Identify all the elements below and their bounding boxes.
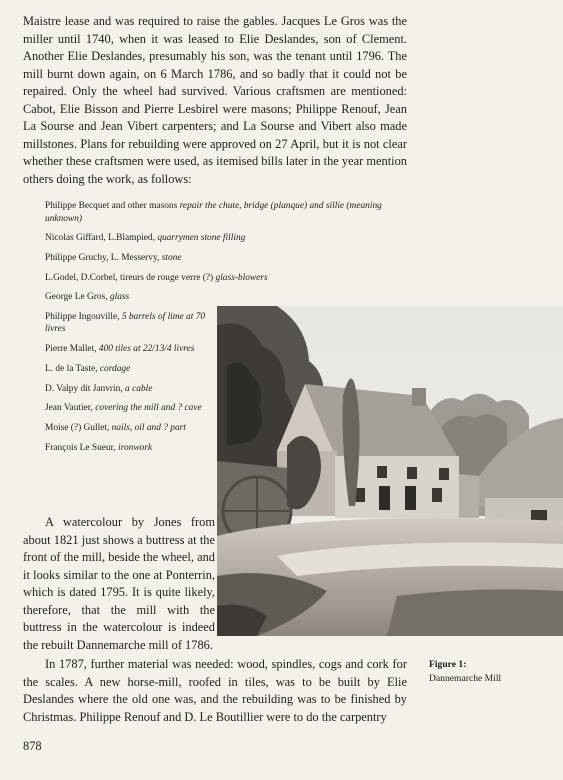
- craftsman-name: D. Valpy dit Janvrin,: [45, 383, 126, 394]
- craftsman-work: cordage: [99, 363, 131, 374]
- list-item: [45, 311, 207, 336]
- craftsman-work: glass-blowers: [215, 272, 268, 283]
- list-item: [45, 363, 207, 376]
- craftsman-name: L. de la Taste,: [45, 363, 100, 374]
- craftsman-name: Jean Vautier,: [45, 403, 96, 414]
- list-item: [45, 291, 400, 304]
- list-item: [45, 200, 400, 225]
- craftsman-name: Philippe Becquet and other masons: [45, 201, 180, 211]
- craftsman-work: quarrymen stone filling: [157, 233, 246, 244]
- craftsman-name: Moise (?) Gullet,: [45, 422, 112, 433]
- figure-caption: [429, 658, 549, 685]
- craftsman-work: 5 barrels of lime at 70 livres: [45, 311, 206, 335]
- body-paragraph-3: In 1787, further material was needed: wood, spindles, cogs and cork for the scales. A new horse-mill, roofed in tiles, was to be built by Elie Deslandes where the old one was, and the rebuilding was to be finished by Christmas. Philippe Renouf and D. Le Boutillier were to do the carpentry: [23, 657, 407, 724]
- craftsman-name: Philippe Gruchy, L. Messervy,: [45, 252, 162, 263]
- list-item: [45, 343, 207, 356]
- craftsman-work: 400 tiles at 22/13/4 livres: [98, 344, 195, 355]
- mill-watercolour-image: [217, 306, 563, 636]
- craftsman-name: Nicolas Giffard, L.Blampied,: [45, 233, 158, 244]
- page-number: 878: [23, 739, 42, 753]
- list-item: [45, 442, 207, 455]
- craftsman-work: stone: [161, 252, 182, 263]
- craftsman-work: glass: [109, 292, 130, 303]
- list-item: [45, 383, 207, 396]
- list-item: [45, 252, 400, 265]
- list-item: [45, 422, 207, 435]
- list-item: [45, 232, 400, 245]
- craftsman-name: Philippe Ingouville,: [45, 311, 122, 322]
- body-paragraph-1: Maistre lease and was required to raise the gables. Jacques Le Gros was the miller until 1740, when it was leased to Elie Deslandes, son of Clement. Another Elie Deslandes, presumably his son, was the tenant until 1796. The mill burnt down again, on 6 March 1786, and so badly that it could not be repaired. Only the wheel had survived. Various craftsmen are mentioned: Cabot, Elie Bisson and Pierre Lesbirel were masons; Philippe Renouf, Jean La Sourse and Jean Vibert carpenters; and La Sourse and Vibert also made millstones. Plans for rebuilding were approved on 27 April, but it is not clear whether these craftsmen were used, as itemised bills later in the year mention others doing the work, as follows:: [23, 14, 407, 186]
- craftsman-name: Pierre Mallet,: [45, 344, 99, 355]
- craftsman-name: George Le Gros,: [45, 292, 110, 303]
- list-item: [45, 272, 400, 285]
- craftsman-name: L.Godel, D.Corbel, tireurs de rouge verre (?): [45, 272, 216, 283]
- body-paragraph-2: A watercolour by Jones from about 1821 just shows a buttress at the front of the mill, beside the wheel, and it looks similar to the one at Ponterrin, which is dated 1795. It is quite likely, therefore, that the mill with the buttress in the watercolour is indeed the rebuilt Dannemarche mill of 1786.: [23, 515, 215, 652]
- craftsman-work: covering the mill and ? cave: [95, 403, 202, 414]
- figure-caption-text: Dannemarche Mill: [429, 672, 502, 684]
- figure-label: Figure 1:: [429, 659, 467, 670]
- craftsman-name: François Le Sueur,: [45, 442, 119, 453]
- mill-watercolour-figure: [217, 306, 563, 636]
- craftsman-work: a cable: [125, 383, 153, 394]
- list-item: [45, 402, 207, 415]
- craftsman-work: nails, oil and ? part: [111, 422, 186, 433]
- craftsman-work: ironwork: [118, 442, 153, 453]
- craftsman-work: repair the chute, bridge (planque) and sillie (meaning unknown): [45, 201, 382, 224]
